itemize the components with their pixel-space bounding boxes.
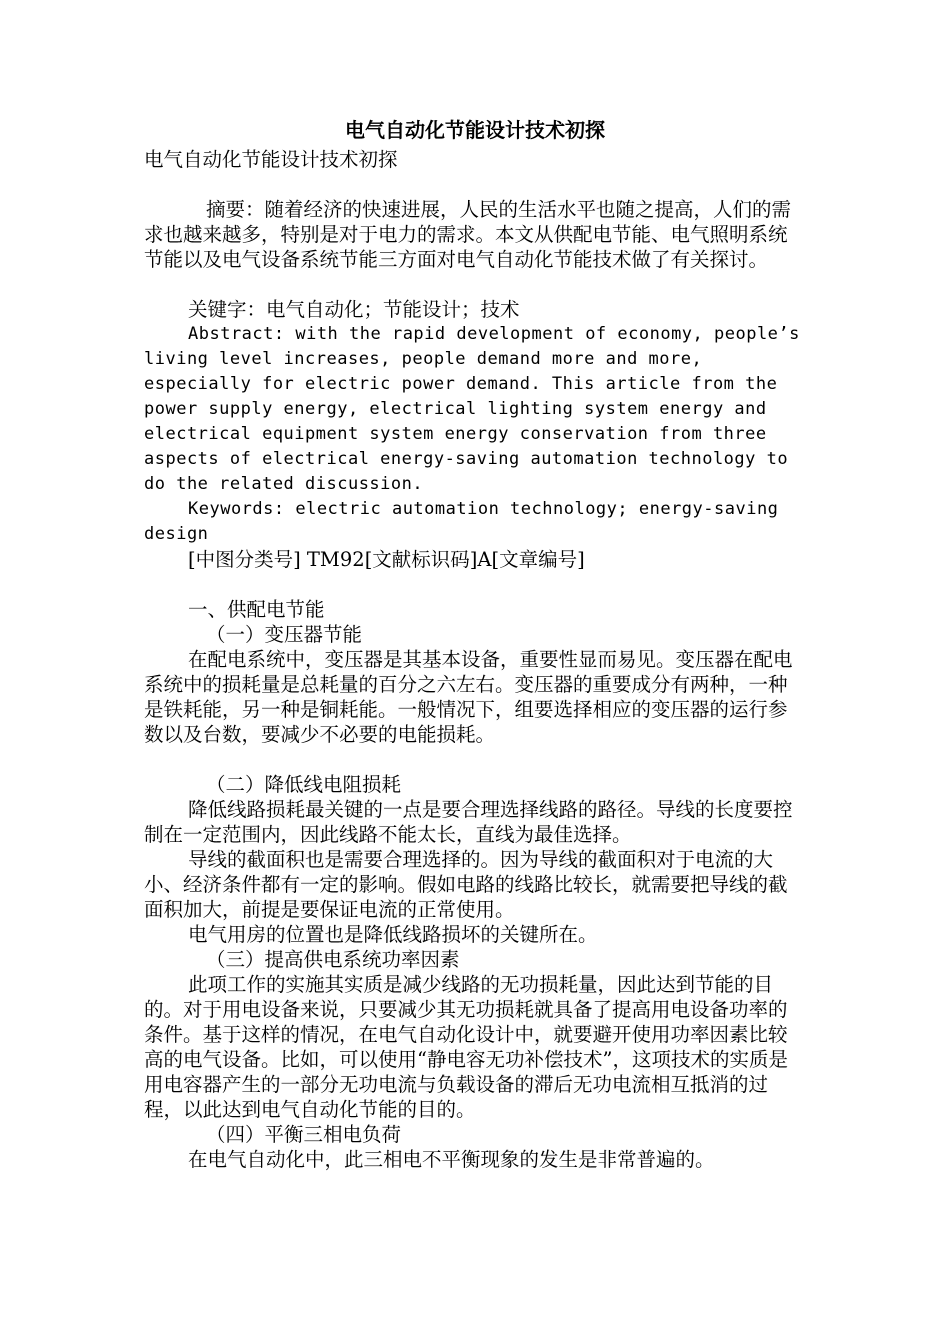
section-heading: 一、供配电节能	[188, 598, 325, 621]
paragraph: 在配电系统中，变压器是其基本设备，重要性显而易见。变压器在配电系统中的损耗量是总耗量的百分之六左右。变压器的重要成分有两种，一种是铁耗能，另一种是铜耗能。一般情况下，组要选择相应的变压器的运行参数以及台数，要减少不必要的电能损耗。	[144, 648, 793, 746]
spacer	[144, 272, 806, 297]
abstract-en: Abstract: with the rapid development of economy, people’s living level increases, people demand more and more, especially for electric power demand. This article from the power supply energy, electrical lighting system energy and electrical equipment system energy conservation from three aspects of electrical energy-saving automation technology to do the related discussion.	[144, 324, 800, 494]
spacer	[144, 572, 806, 597]
abstract-cn: 摘要：随着经济的快速进展，人民的生活水平也随之提高，人们的需求也越来越多，特别是对于电力的需求。本文从供配电节能、电气照明系统节能以及电气设备系统节能三方面对电气自动化节能技术做了有关探讨。	[144, 198, 792, 271]
spacer	[144, 172, 806, 197]
document-title: 电气自动化节能设计技术初探	[345, 118, 605, 142]
keywords-en: Keywords: electric automation technology; energy-saving design	[144, 499, 779, 544]
paragraph: 电气用房的位置也是降低线路损坏的关键所在。	[188, 923, 598, 946]
spacer	[144, 747, 806, 772]
paragraph: 导线的截面积也是需要合理选择的。因为导线的截面积对于电流的大小、经济条件都有一定的影响。假如电路的线路比较长，就需要把导线的截面积加大，前提是要保证电流的正常使用。	[144, 848, 788, 921]
classification-line: [中图分类号] TM92[文献标识码]A[文章编号]	[188, 548, 585, 571]
paragraph: 此项工作的实施其实质是减少线路的无功损耗量，因此达到节能的目的。对于用电设备来说，只要减少其无功损耗就具备了提高用电设备功率的条件。基于这样的情况，在电气自动化设计中，就要避开使用功率因素比较高的电气设备。比如，可以使用“静电容无功补偿技术”，这项技术的实质是用电容器产生的一部分无功电流与负载设备的滞后无功电流相互抵消的过程，以此达到电气自动化节能的目的。	[144, 973, 788, 1121]
document-subtitle: 电气自动化节能设计技术初探	[144, 148, 398, 171]
paragraph: 降低线路损耗最关键的一点是要合理选择线路的路径。导线的长度要控制在一定范围内，因此线路不能太长，直线为最佳选择。	[144, 798, 793, 846]
subsection-heading: （四）平衡三相电负荷	[206, 1123, 402, 1146]
subsection-heading: （一）变压器节能	[206, 623, 363, 646]
keywords-cn: 关键字：电气自动化；节能设计；技术	[188, 298, 520, 321]
document-page	[144, 118, 806, 1172]
subsection-heading: （二）降低线电阻损耗	[206, 773, 402, 796]
subsection-heading: （三）提高供电系统功率因素	[206, 948, 460, 971]
paragraph: 在电气自动化中，此三相电不平衡现象的发生是非常普遍的。	[188, 1148, 715, 1171]
